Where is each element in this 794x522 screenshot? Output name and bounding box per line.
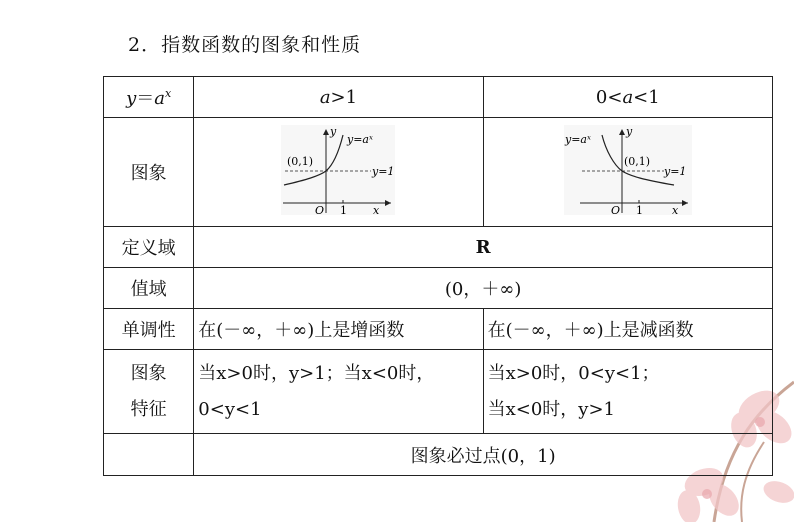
- func-equals: ＝: [136, 88, 155, 109]
- monotonicity-case1: 在(－∞，＋∞)上是增函数: [194, 309, 483, 350]
- origin-label: O: [610, 203, 620, 215]
- graph-row: [104, 118, 773, 227]
- increasing-graph-cell: [194, 118, 483, 227]
- fixed-point-value: 图象必过点(0，1): [194, 434, 773, 476]
- case2-rest: <1: [633, 86, 660, 108]
- feature-case2-line2: 当x<0时，y>1: [487, 398, 616, 420]
- decreasing-graph: [564, 125, 692, 215]
- func-a: a: [154, 88, 165, 109]
- y-axis-label: y: [625, 124, 633, 138]
- fixed-point-empty-label: [104, 434, 194, 476]
- monotonicity-case2: 在(－∞，＋∞)上是减函数: [483, 309, 772, 350]
- feature-label-cell: [104, 350, 194, 434]
- origin-label: O: [315, 203, 325, 215]
- range-row: [104, 268, 773, 309]
- feature-case1-line2: 0<y<1: [198, 398, 262, 420]
- monotonicity-label: 单调性: [104, 309, 194, 350]
- monotonicity-row: [104, 309, 773, 350]
- feature-label-line2: 特征: [130, 398, 167, 420]
- feature-case2-line1: 当x>0时，0<y<1；: [487, 362, 660, 384]
- feature-row: [104, 350, 773, 434]
- point-label: (0,1): [287, 154, 314, 168]
- func-exponent: x: [164, 87, 172, 100]
- header-row: [104, 77, 773, 118]
- decreasing-graph-cell: [483, 118, 772, 227]
- tick-label: 1: [340, 203, 348, 215]
- x-axis-label: x: [671, 203, 679, 215]
- case-a-between-0-1-header: [483, 77, 772, 118]
- case2-lead: 0<: [595, 86, 623, 108]
- x-axis-arrow: [682, 200, 688, 206]
- asymptote-label: y=1: [372, 164, 395, 178]
- case-a-greater-1-header: [194, 77, 483, 118]
- func-y: y: [126, 88, 137, 109]
- point-label: (0,1): [623, 154, 650, 168]
- increasing-graph: [281, 125, 395, 215]
- feature-case2-cell: [483, 350, 772, 434]
- domain-row: [104, 227, 773, 268]
- x-axis-label: x: [373, 203, 380, 215]
- range-value: (0，＋∞): [194, 268, 773, 309]
- range-label: 值域: [104, 268, 194, 309]
- domain-label: 定义域: [104, 227, 194, 268]
- feature-case1-line1: 当x>0时，y>1；当x<0时，: [198, 362, 435, 384]
- feature-case1-cell: [194, 350, 483, 434]
- case1-a: a: [319, 86, 331, 108]
- fixed-point-row: [104, 434, 773, 476]
- y-axis-arrow: [323, 129, 329, 135]
- graph-label: 图象: [104, 118, 194, 227]
- curve-label: y=aˣ: [564, 132, 591, 146]
- section-heading: 2．指数函数的图象和性质: [128, 34, 362, 56]
- asymptote-label: y=1: [663, 164, 687, 178]
- exponential-properties-table: [103, 76, 773, 476]
- x-axis-arrow: [385, 200, 391, 206]
- case2-a: a: [622, 86, 634, 108]
- domain-value: R: [194, 227, 773, 268]
- curve-label: y=aˣ: [347, 132, 374, 146]
- case1-rest: >1: [330, 86, 358, 108]
- y-axis-arrow: [619, 129, 625, 135]
- function-header-cell: [104, 77, 194, 118]
- feature-label-line1: 图象: [130, 362, 167, 384]
- y-axis-label: y: [330, 124, 337, 138]
- tick-label: 1: [635, 203, 643, 215]
